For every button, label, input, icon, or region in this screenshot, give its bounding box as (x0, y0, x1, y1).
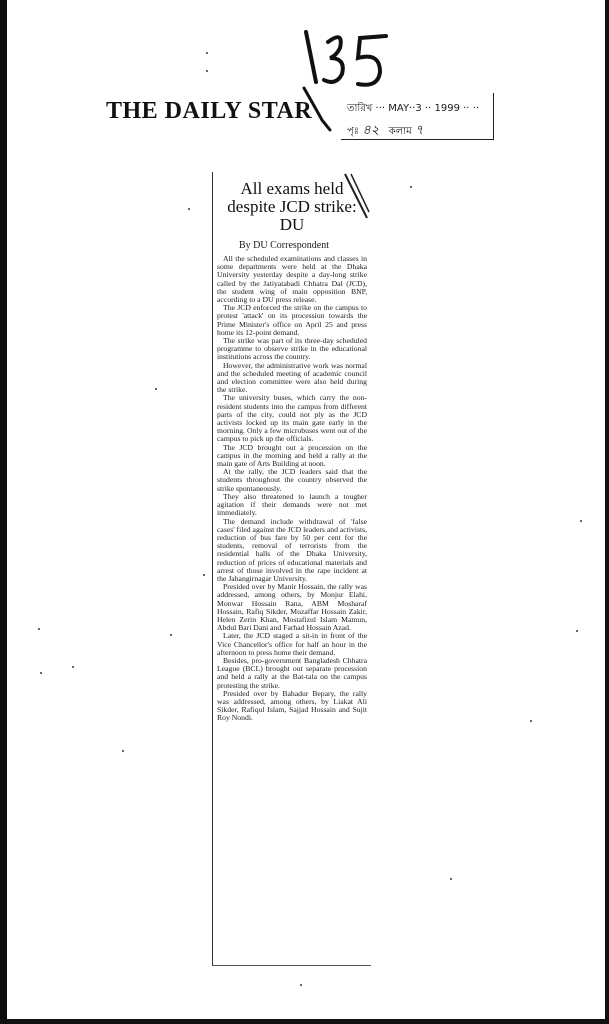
scan-speck (206, 52, 208, 54)
scan-speck (188, 208, 190, 210)
article-byline: By DU Correspondent (239, 240, 329, 251)
article-paragraph: The JCD brought out a procession on the campus in the morning and held a rally at the main gate of Arts Building at noon. (217, 442, 367, 469)
stamp-date-value: MAY··3 ·· 1999 (388, 103, 460, 114)
article-paragraph: Later, the JCD staged a sit-in in front of the Vice Chancellor's office for half an hour in the afternoon to press home their demand. (217, 631, 367, 657)
article-headline: All exams held despite JCD strike: DU (227, 179, 357, 234)
scan-bottom-border (0, 1019, 609, 1024)
article-paragraph: However, the administrative work was normal and the scheduled meeting of academic council and election committee were also held during the strike. (217, 360, 367, 395)
scan-speck (72, 666, 74, 668)
scan-speck (300, 984, 302, 986)
article-paragraph: The strike was part of its three-day scheduled programme to observe strike in the educational institutions across the country. (217, 336, 367, 362)
article-paragraph: The JCD enforced the strike on the campus to protest 'attack' on its procession towards the Prime Minister's office on April 25 and press home its 12-point demand. (217, 303, 367, 337)
stamp-page-line (347, 121, 423, 142)
scan-speck (40, 672, 42, 674)
article-body (217, 255, 367, 723)
scan-speck (530, 720, 532, 722)
scan-speck (206, 70, 208, 72)
scan-speck (450, 878, 452, 880)
date-stamp (341, 93, 494, 140)
stamp-page-value: ৪২ (362, 123, 380, 138)
article-paragraph: They also threatened to launch a tougher agitation if their demands were not met immediately. (217, 491, 367, 518)
stamp-date-label: তারিখ (347, 103, 373, 114)
article-paragraph: Presided over by Manir Hossain, the rally was addressed, among others, by Monjur Elahi, Monwar Hossain Rana, ABM Mosharaf Hossain, Rafiq Sikder, Muzaffar Hossain Zakir, Helen Zerin Khan, Mostafizul Islam Mamun, Abdul Bari Dani and Farhad Hossain Azad. (217, 582, 367, 633)
scan-speck (170, 634, 172, 636)
scan-speck (155, 388, 157, 390)
article-paragraph: Besides, pro-government Bangladesh Chhatra League (BCL) brought out separate procession and held a rally at the Bat-tala on the campus protesting the strike. (217, 655, 367, 690)
stamp-date-line: তারিখ ··· MAY··3 ·· 1999 ·· ·· (347, 103, 480, 114)
scan-speck (576, 630, 578, 632)
scan-speck (580, 520, 582, 522)
scan-speck (122, 750, 124, 752)
article-paragraph: The university buses, which carry the non-resident students into the campus from different parts of the city, could not ply as the JCD activists locked up its main gate early in the morning. Only a few microbuses went out of the campus to pick up the officials. (217, 393, 367, 444)
article-paragraph: At the rally, the JCD leaders said that the students throughout the country observed the strike spontaneously. (217, 467, 367, 493)
stamp-page-label: পৃঃ (347, 126, 360, 137)
scan-left-border (0, 0, 7, 1024)
article-paragraph: All the scheduled examinations and classes in some departments were held at the Dhaka University yesterday despite a day-long strike called by the Jatiyatabadi Chhatra Dal (JCD), the student wing of main opposition BNP, according to a DU press release. (217, 254, 367, 305)
article-paragraph: The demand include withdrawal of 'false cases' filed against the JCD leaders and activists, reduction of bus fare by 50 per cent for the students, removal of terrorists from the residential halls of the Dhaka University, reduction of prices of educational materials and arrest of those involved in the rape incident at the Jahangirnagar University. (217, 516, 367, 583)
scan-right-border (605, 0, 609, 1024)
stamp-column-label: কলাম (388, 126, 412, 137)
news-article (212, 172, 371, 966)
article-paragraph: Presided over by Bahadur Bepary, the rally was addressed, among others, by Liakat Ali Sikder, Rafiqul Islam, Sajjad Hossain and Sujit Roy Nondi. (217, 688, 367, 723)
scan-speck (38, 628, 40, 630)
stamp-column-value: ৭ (414, 123, 424, 138)
scan-speck (410, 186, 412, 188)
newspaper-masthead: THE DAILY STAR (106, 98, 313, 124)
scan-speck (203, 574, 205, 576)
